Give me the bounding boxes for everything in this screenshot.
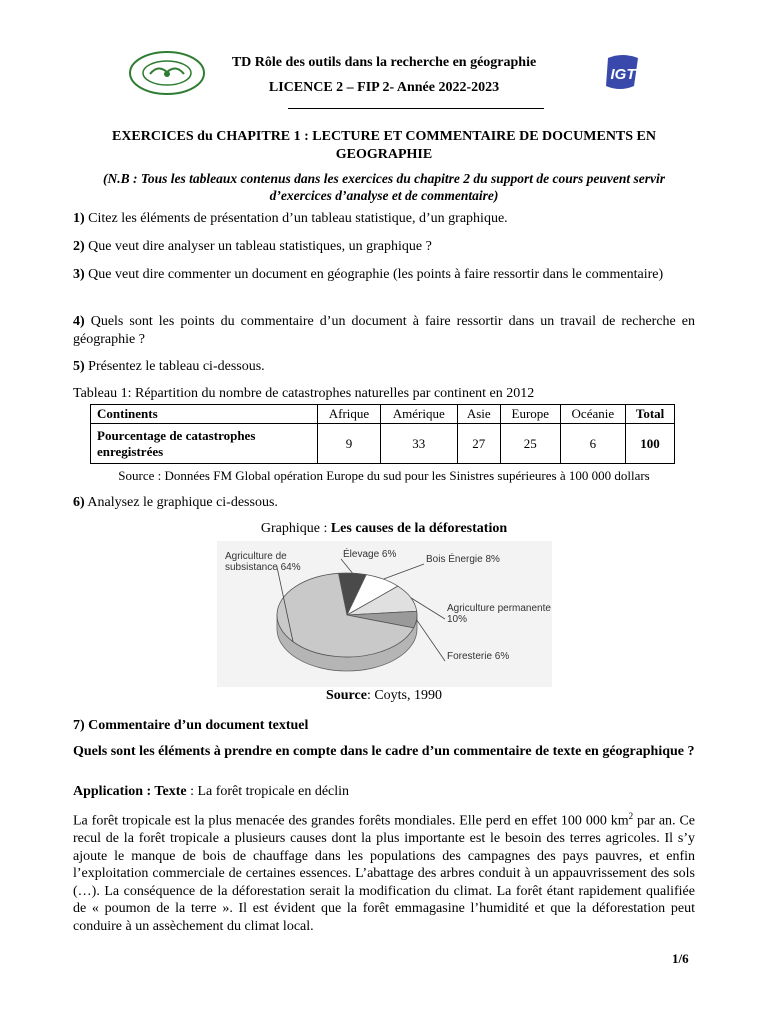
page-number: 1/6 — [672, 951, 689, 966]
exercises-title: EXERCICES du CHAPITRE 1 : LECTURE ET COMMENTAIRE DE DOCUMENTS EN GEOGRAPHIE — [111, 129, 656, 162]
table-col-header: Océanie — [560, 405, 626, 424]
question-6: 6) Analysez le graphique ci-dessous. — [73, 495, 278, 510]
table-col-header: Afrique — [318, 405, 381, 424]
question-7-prompt: Quels sont les éléments à prendre en compte dans le cadre d’un commentaire de texte en géographique ? — [73, 744, 695, 759]
pie-label: Bois Énergie 8% — [426, 554, 500, 565]
table-caption: Tableau 1: Répartition du nombre de catastrophes naturelles par continent en 2012 — [73, 386, 535, 401]
document-title: TD Rôle des outils dans la recherche en géographie — [231, 55, 537, 70]
table-col-header: Asie — [457, 405, 500, 424]
header-divider — [288, 108, 544, 109]
catastrophes-table — [90, 404, 675, 464]
graph-source: Source: Coyts, 1990 — [325, 688, 443, 703]
table-row-label: Pourcentage de catastrophes enregistrées — [91, 424, 318, 464]
table-cell: 100 — [626, 424, 675, 464]
application-line: Application : Texte : La forêt tropicale en déclin — [73, 784, 350, 799]
graph-caption: Graphique : Les causes de la déforestation — [260, 521, 508, 536]
table-cell: 9 — [318, 424, 381, 464]
pie-label: Foresterie 6% — [447, 651, 510, 662]
table-header-label: Continents — [91, 405, 318, 424]
question-5: 5) Présentez le tableau ci-dessous. — [73, 359, 265, 374]
table-cell: 25 — [501, 424, 561, 464]
table-source: Source : Données FM Global opération Europe du sud pour les Sinistres supérieures à 100 000 dollars — [118, 468, 650, 483]
pie-label: Élevage 6% — [343, 549, 397, 560]
table-col-header: Total — [626, 405, 675, 424]
question-4: 4) Quels sont les points du commentaire d’un document à faire ressortir dans un travail de recherche en géographie ? — [73, 314, 695, 347]
table-cell: 27 — [457, 424, 500, 464]
table-cell: 6 — [560, 424, 626, 464]
question-1: 1) Citez les éléments de présentation d’un tableau statistique, d’un graphique. — [73, 211, 508, 226]
table-cell: 33 — [380, 424, 457, 464]
pie-label: Agriculture permanente 10% — [447, 603, 551, 625]
document-subtitle: LICENCE 2 – FIP 2- Année 2022-2023 — [268, 80, 500, 95]
table-col-header: Amérique — [380, 405, 457, 424]
igt-logo — [602, 52, 644, 92]
table-row — [91, 424, 675, 464]
question-2: 2) Que veut dire analyser un tableau statistiques, un graphique ? — [73, 239, 432, 254]
pie-label: Agriculture de subsistance 64% — [225, 551, 301, 573]
exercises-note: (N.B : Tous les tableaux contenus dans les exercices du chapitre 2 du support de cours peuvent servir d’exercices d’analyse et de commentaire) — [102, 171, 666, 203]
table-header-row — [91, 405, 675, 424]
igt-logo-text: IGT — [610, 66, 636, 83]
question-7-title: 7) Commentaire d’un document textuel — [73, 718, 309, 733]
text-paragraph: La forêt tropicale est la plus menacée des grandes forêts mondiales. Elle perd en effet 100 000 $km^2$ par an. Ce recul de la forêt tropicale a plusieurs causes dont la plus importante est le besoin des terres agricoles. Il s’y ajoute le manque de bois de chauffage dans les populations des campagnes des pays pauvres, et enfin l’exploitation commerciale de certaines essences. L’abattage des arbres conduit à un appauvrissement des sols (…). La conséquence de la déforestation serait la modification du climat. La forêt étant rapidement qualifiée de « poumon de la terre ». Il est évident que la forêt emmagasine l’humidité et que la déforestation peut conduire à un assèchement du climat local. — [73, 811, 695, 934]
question-3: 3) Que veut dire commenter un document en géographie (les points à faire ressortir dans le commentaire) — [73, 267, 664, 282]
table-col-header: Europe — [501, 405, 561, 424]
deforestation-pie-chart — [217, 541, 552, 687]
